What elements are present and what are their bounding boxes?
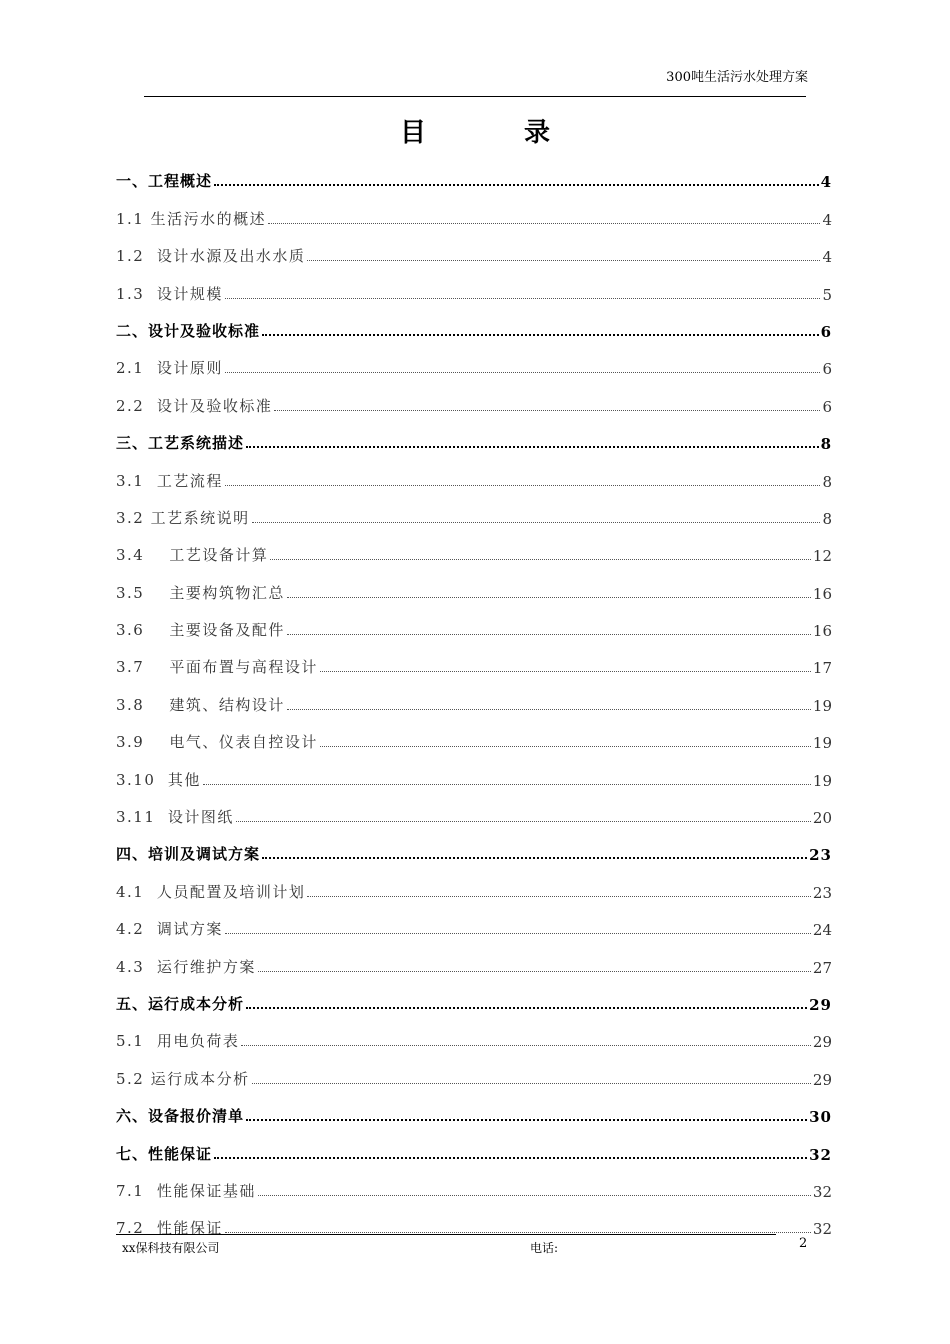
toc-dot-leader <box>214 184 819 186</box>
toc-entry-label: 2.1 设计原则 <box>116 359 223 378</box>
toc-entry-page: 16 <box>812 622 832 641</box>
toc-entry-page: 12 <box>812 547 832 566</box>
toc-entry-page: 4 <box>820 173 832 192</box>
toc-entry-label: 3.8 建筑、结构设计 <box>116 695 285 714</box>
toc-dot-leader <box>262 857 807 859</box>
toc-entry[interactable] <box>116 721 832 758</box>
toc-entry[interactable] <box>116 1207 832 1244</box>
toc-dot-leader <box>246 1119 807 1121</box>
toc-dot-leader <box>203 784 811 785</box>
toc-dot-leader <box>258 971 811 972</box>
toc-entry-page: 16 <box>812 584 832 603</box>
toc-entry[interactable] <box>116 870 832 907</box>
toc-entry-label: 1.1 生活污水的概述 <box>116 209 267 228</box>
toc-entry-page: 23 <box>812 883 832 902</box>
toc-dot-leader <box>320 671 811 672</box>
toc-entry-page: 6 <box>822 360 832 379</box>
toc-entry-label: 5.1 用电负荷表 <box>116 1032 240 1051</box>
toc-entry-label: 4.2 调试方案 <box>116 920 223 939</box>
toc-entry[interactable] <box>116 833 832 870</box>
toc-dot-leader <box>214 1157 807 1159</box>
toc-entry[interactable] <box>116 235 832 272</box>
toc-dot-leader <box>225 933 811 934</box>
toc-entry-label: 3.10 其他 <box>116 770 201 789</box>
toc-entry-label: 1.3 设计规模 <box>116 284 223 303</box>
toc-entry-page: 30 <box>809 1108 832 1127</box>
toc-entry[interactable] <box>116 1095 832 1132</box>
toc-entry-label: 二、设计及验收标准 <box>116 321 261 340</box>
toc-entry-page: 6 <box>822 397 832 416</box>
toc-dot-leader <box>262 334 819 336</box>
toc-dot-leader <box>270 559 810 560</box>
toc-entry-label: 3.6 主要设备及配件 <box>116 621 285 640</box>
toc-entry-label: 3.2 工艺系统说明 <box>116 508 250 527</box>
toc-entry-label: 5.2 运行成本分析 <box>116 1069 250 1088</box>
toc-dot-leader <box>252 1083 811 1084</box>
toc-entry[interactable] <box>116 384 832 421</box>
toc-entry[interactable] <box>116 609 832 646</box>
table-of-contents <box>116 160 832 1244</box>
toc-entry-page: 19 <box>812 734 832 753</box>
toc-entry-label: 3.9 电气、仪表自控设计 <box>116 733 318 752</box>
toc-entry-page: 29 <box>812 1070 832 1089</box>
toc-dot-leader <box>320 746 811 747</box>
toc-entry[interactable] <box>116 1057 832 1094</box>
toc-dot-leader <box>225 298 821 299</box>
toc-entry-page: 8 <box>822 472 832 491</box>
toc-entry-page: 4 <box>822 210 832 229</box>
toc-entry[interactable] <box>116 1132 832 1169</box>
toc-entry-page: 19 <box>812 696 832 715</box>
toc-entry-page: 27 <box>812 958 832 977</box>
toc-dot-leader <box>268 223 820 224</box>
toc-dot-leader <box>252 522 821 523</box>
toc-entry-page: 29 <box>809 995 832 1014</box>
toc-entry-label: 3.1 工艺流程 <box>116 471 223 490</box>
toc-entry[interactable] <box>116 347 832 384</box>
toc-entry[interactable] <box>116 459 832 496</box>
toc-entry-label: 六、设备报价清单 <box>116 1107 245 1126</box>
toc-entry[interactable] <box>116 534 832 571</box>
toc-dot-leader <box>287 634 811 635</box>
header-divider <box>144 96 806 97</box>
toc-entry[interactable] <box>116 1170 832 1207</box>
toc-dot-leader <box>241 1045 811 1046</box>
toc-dot-leader <box>274 410 820 411</box>
footer-phone-label: 电话: <box>530 1241 559 1255</box>
toc-entry-label: 3.5 主要构筑物汇总 <box>116 583 285 602</box>
toc-entry-label: 3.4 工艺设备计算 <box>116 546 269 565</box>
toc-entry-label: 2.2 设计及验收标准 <box>116 396 273 415</box>
toc-heading: 目录 <box>399 118 648 148</box>
toc-entry-label: 一、工程概述 <box>116 172 213 191</box>
toc-dot-leader <box>225 485 821 486</box>
toc-entry-page: 29 <box>812 1033 832 1052</box>
toc-entry-label: 4.3 运行维护方案 <box>116 957 256 976</box>
toc-entry-page: 17 <box>812 659 832 678</box>
header-title: 300吨生活污水处理方案 <box>666 70 808 85</box>
toc-entry-label: 7.2 性能保证 <box>116 1219 223 1238</box>
toc-entry-label: 3.11 设计图纸 <box>116 808 234 827</box>
toc-entry-label: 1.2 设计水源及出水水质 <box>116 247 306 266</box>
toc-entry[interactable] <box>116 908 832 945</box>
toc-entry[interactable] <box>116 758 832 795</box>
toc-entry[interactable] <box>116 160 832 197</box>
toc-dot-leader <box>287 709 811 710</box>
toc-entry-page: 19 <box>812 771 832 790</box>
toc-dot-leader <box>246 1007 807 1009</box>
toc-entry-label: 七、性能保证 <box>116 1144 213 1163</box>
toc-entry[interactable] <box>116 497 832 534</box>
toc-entry[interactable] <box>116 945 832 982</box>
toc-entry[interactable] <box>116 272 832 309</box>
toc-dot-leader <box>258 1195 811 1196</box>
toc-dot-leader <box>307 896 811 897</box>
toc-entry-label: 五、运行成本分析 <box>116 994 245 1013</box>
toc-dot-leader <box>236 821 811 822</box>
toc-entry-page: 8 <box>822 509 832 528</box>
toc-dot-leader <box>225 372 821 373</box>
toc-entry-page: 6 <box>820 322 832 341</box>
toc-entry-label: 三、工艺系统描述 <box>116 434 245 453</box>
toc-dot-leader <box>287 597 811 598</box>
toc-entry-page: 20 <box>812 809 832 828</box>
footer-company: xx保科技有限公司 <box>122 1241 220 1255</box>
toc-entry-page: 4 <box>822 248 832 267</box>
toc-entry[interactable] <box>116 683 832 720</box>
toc-dot-leader <box>307 260 820 261</box>
footer-page-number: 2 <box>799 1236 808 1251</box>
toc-dot-leader <box>246 446 819 448</box>
toc-entry-page: 32 <box>812 1220 832 1239</box>
toc-entry-page: 23 <box>809 846 832 865</box>
footer-divider <box>116 1234 776 1235</box>
toc-entry-page: 32 <box>812 1182 832 1201</box>
toc-entry[interactable] <box>116 1020 832 1057</box>
toc-entry-page: 24 <box>812 921 832 940</box>
toc-entry[interactable] <box>116 310 832 347</box>
toc-entry[interactable] <box>116 422 832 459</box>
toc-entry[interactable] <box>116 197 832 234</box>
toc-entry[interactable] <box>116 571 832 608</box>
toc-entry-label: 7.1 性能保证基础 <box>116 1181 256 1200</box>
toc-entry-page: 32 <box>809 1145 832 1164</box>
toc-entry-page: 5 <box>822 285 832 304</box>
toc-entry-label: 3.7 平面布置与高程设计 <box>116 658 318 677</box>
toc-entry-label: 4.1 人员配置及培训计划 <box>116 882 306 901</box>
toc-entry-page: 8 <box>820 435 832 454</box>
toc-entry[interactable] <box>116 646 832 683</box>
toc-entry[interactable] <box>116 983 832 1020</box>
toc-entry-label: 四、培训及调试方案 <box>116 845 261 864</box>
toc-entry[interactable] <box>116 796 832 833</box>
